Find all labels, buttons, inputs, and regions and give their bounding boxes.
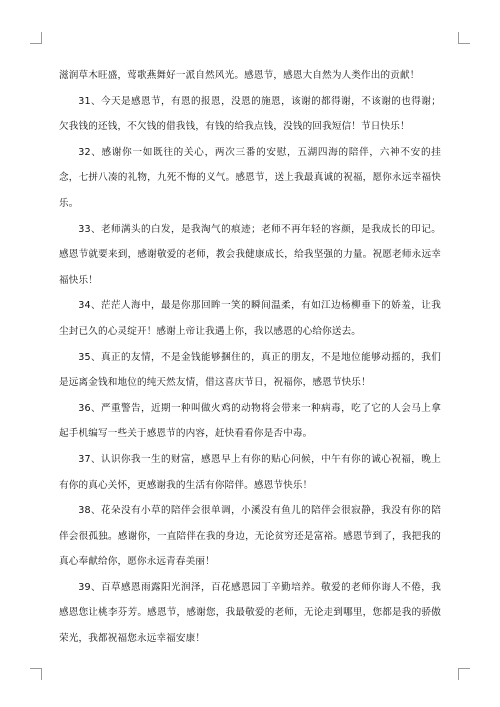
paragraph-34: 34、茫茫人海中，最是你那回眸一笑的瞬间温柔，有如江边杨柳垂下的娇羞，让我尘封已久的心灵绽开！感谢上帝让我遇上你，我以感恩的心给你送去。 bbox=[59, 300, 441, 337]
crop-mark-top-right bbox=[458, 32, 470, 44]
paragraph-continued: 滋润草木旺盛，莺歌燕舞好一派自然风光。感恩节，感恩大自然为人类作出的贡献！ bbox=[59, 70, 420, 81]
paragraph-36: 36、严重警告，近期一种叫做火鸡的动物将会带来一种病毒，吃了它的人会马上拿起手机编写一些关于感恩节的内容，赶快看看你是否中毒。 bbox=[59, 402, 441, 440]
paragraph-31: 31、今天是感恩节，有恩的报恩，没恩的施恩，该谢的都得谢，不该谢的也得谢；欠我钱的还钱，不欠钱的借我钱，有钱的给我点钱，没钱的回我短信！节日快乐！ bbox=[59, 95, 441, 133]
paragraph-32: 32、感谢你一如既往的关心，两次三番的安慰，五湖四海的陪伴，六神不安的挂念，七拼八凑的礼物，九死不悔的义气。感恩节，送上我最真诚的祝福，愿你永远幸福快乐。 bbox=[59, 146, 441, 209]
paragraph-35: 35、真正的友情，不是金钱能够捆住的，真正的朋友，不是地位能够动摇的，我们是远离金钱和地位的纯天然友情，借这喜庆节日，祝福你，感恩节快乐！ bbox=[59, 351, 441, 389]
paragraph-33: 33、老师满头的白发，是我淘气的痕迹；老师不再年轻的容颜，是我成长的印记。感恩节就要来到，感谢敬爱的老师，教会我健康成长，给我坚强的力量。祝愿老师永远幸福快乐！ bbox=[59, 223, 441, 286]
crop-mark-top-left bbox=[30, 32, 42, 44]
paragraph-39: 39、百草感恩雨露阳光润泽，百花感恩园丁辛勤培养。敬爱的老师你诲人不倦，我感恩您让桃李芬芳。感恩节，感谢您，我最敬爱的老师，无论走到哪里，您都是我的骄傲荣光，我都祝福您永远幸福安康！ bbox=[59, 581, 441, 645]
document-body bbox=[59, 63, 441, 652]
paragraph-38: 38、花朵没有小草的陪伴会很单调，小溪没有鱼儿的陪伴会很寂静，我没有你的陪伴会很孤独。感谢你，一直陪伴在我的身边，无论贫穷还是富裕。感恩节到了，我把我的真心奉献给你，愿你永远青春美丽！ bbox=[59, 505, 441, 568]
crop-mark-bottom-right bbox=[458, 668, 470, 680]
paragraph-37: 37、认识你我一生的财富，感恩早上有你的贴心问候，中午有你的诚心祝福，晚上有你的真心关怀，更感谢我的生活有你陪伴。感恩节快乐！ bbox=[59, 453, 441, 491]
crop-mark-bottom-left bbox=[30, 668, 42, 680]
